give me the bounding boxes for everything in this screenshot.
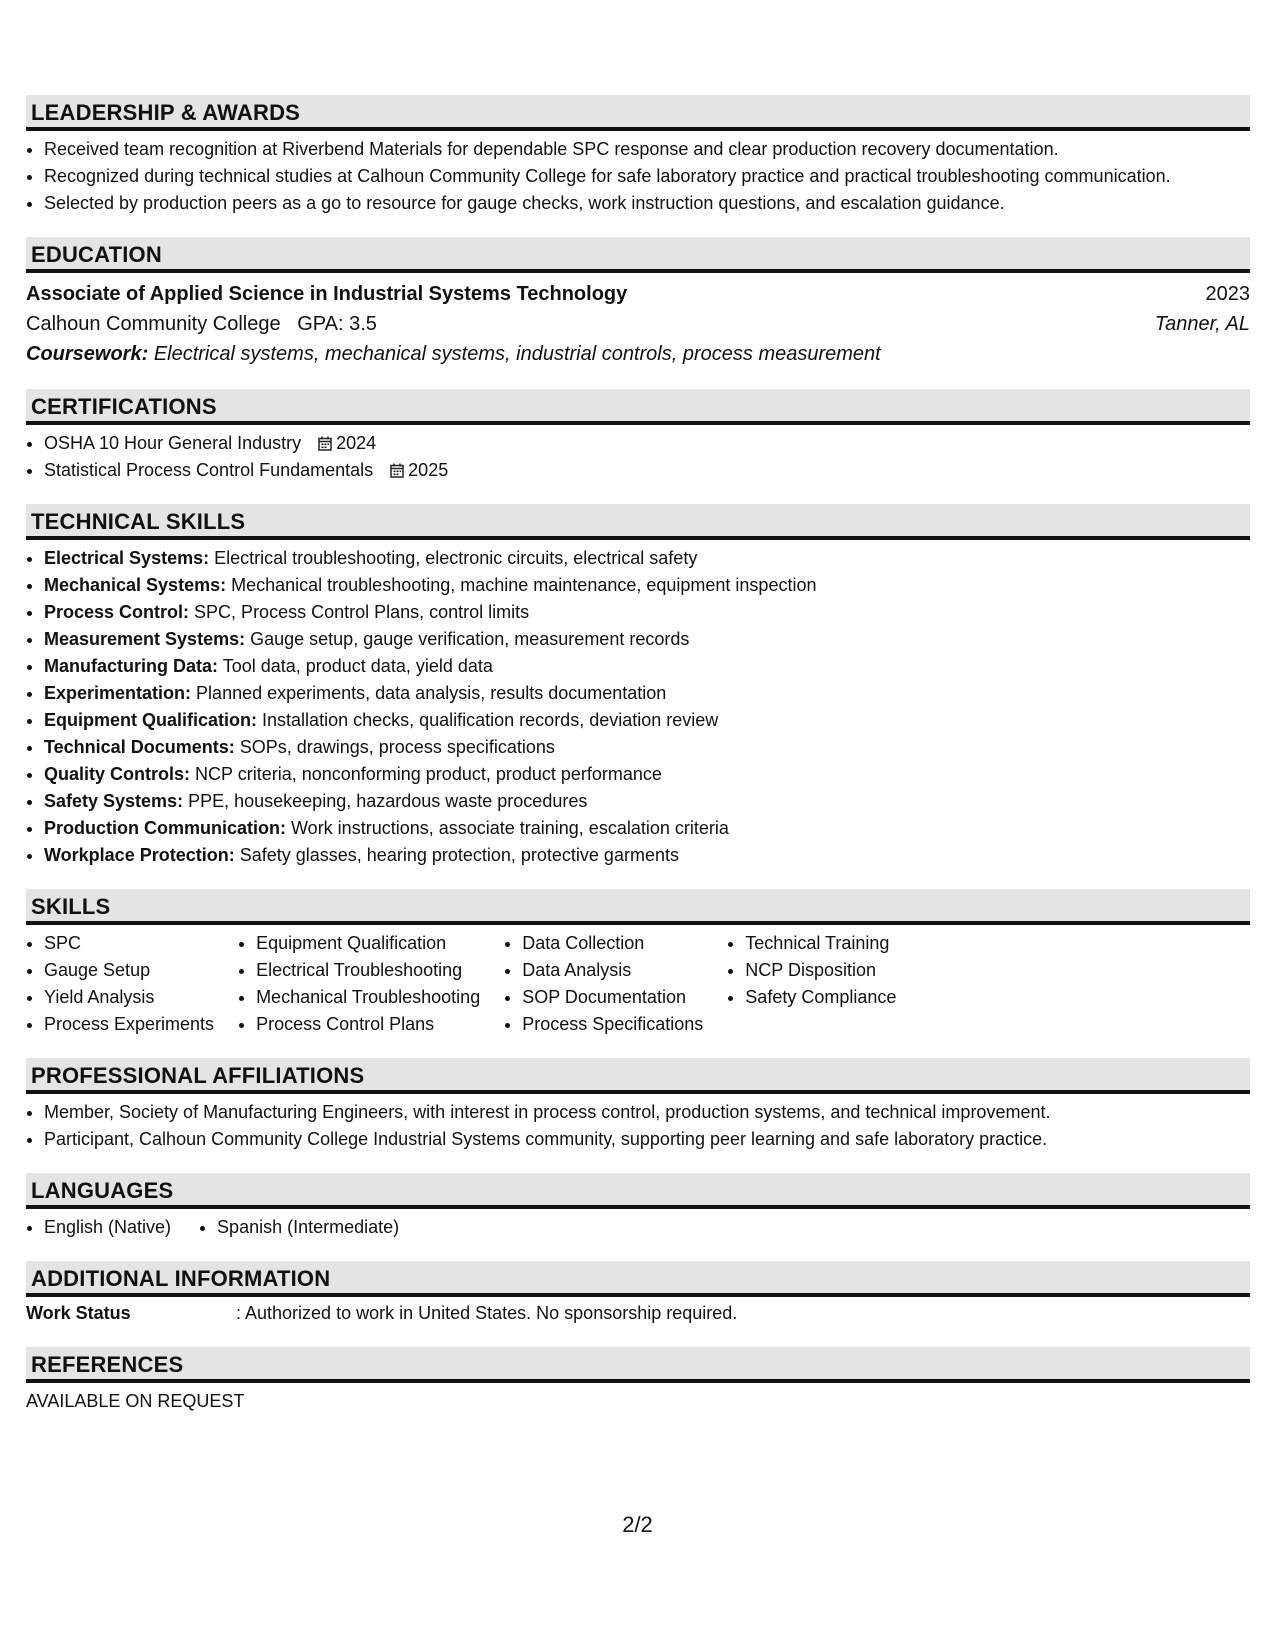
- list-item: • Safety Compliance: [745, 984, 896, 1011]
- section-skills: [26, 889, 1250, 1038]
- section-heading: LEADERSHIP & AWARDS: [26, 95, 1250, 131]
- list-item: • Data Analysis: [522, 957, 703, 984]
- list-item: • Yield Analysis: [44, 984, 214, 1011]
- languages-list: [26, 1209, 1250, 1241]
- list-item: [44, 707, 1250, 734]
- skill-text: PPE, housekeeping, hazardous waste procedures: [188, 791, 588, 811]
- list-item: [44, 653, 1250, 680]
- section-languages: [26, 1173, 1250, 1241]
- list-item: • Process Control Plans: [256, 1011, 480, 1038]
- list-item: [44, 457, 1250, 484]
- skill-label: Manufacturing Data:: [44, 656, 219, 676]
- section-heading: TECHNICAL SKILLS: [26, 504, 1250, 540]
- list-item: • Technical Training: [745, 930, 896, 957]
- calendar-icon: [318, 436, 332, 451]
- coursework-label: Coursework:: [26, 343, 149, 365]
- list-item: • Process Specifications: [522, 1011, 703, 1038]
- cert-year: 2025: [408, 460, 449, 480]
- list-item: • Electrical Troubleshooting: [256, 957, 480, 984]
- skill-text: Electrical troubleshooting, electronic circuits, electrical safety: [214, 548, 698, 568]
- calendar-icon: [390, 463, 404, 478]
- skill-label: Mechanical Systems:: [44, 575, 227, 595]
- section-certifications: [26, 389, 1250, 484]
- list-item: [44, 545, 1250, 572]
- skill-text: SPC, Process Control Plans, control limits: [194, 602, 530, 622]
- section-references: [26, 1347, 1250, 1415]
- section-affiliations: [26, 1058, 1250, 1153]
- skill-label: Process Control:: [44, 602, 190, 622]
- section-technical-skills: [26, 504, 1250, 869]
- technical-skills-list: [26, 540, 1250, 869]
- list-item: • NCP Disposition: [745, 957, 896, 984]
- skill-label: Quality Controls:: [44, 764, 191, 784]
- skill-label: Experimentation:: [44, 683, 192, 703]
- gpa: GPA: 3.5: [297, 313, 377, 335]
- skill-label: Equipment Qualification:: [44, 710, 258, 730]
- skill-text: Work instructions, associate training, escalation criteria: [291, 818, 729, 838]
- school-name: Calhoun Community College: [26, 313, 281, 335]
- list-item: [44, 734, 1250, 761]
- cert-name: Statistical Process Control Fundamentals: [44, 460, 374, 480]
- list-item: • Data Collection: [522, 930, 703, 957]
- list-item: • Member, Society of Manufacturing Engineers, with interest in process control, production systems, and technical improvement.: [44, 1099, 1250, 1126]
- list-item: • Recognized during technical studies at Calhoun Community College for safe laboratory practice and practical troubleshooting communication.: [44, 163, 1250, 190]
- section-education: [26, 237, 1250, 369]
- section-heading: LANGUAGES: [26, 1173, 1250, 1209]
- list-item: • Received team recognition at Riverbend Materials for dependable SPC response and clear production recovery documentation.: [44, 136, 1250, 163]
- skill-label: Production Communication:: [44, 818, 286, 838]
- skills-grid: [26, 925, 1250, 1038]
- list-item: • Gauge Setup: [44, 957, 214, 984]
- degree-title: Associate of Applied Science in Industrial Systems Technology: [26, 283, 628, 305]
- skill-text: Mechanical troubleshooting, machine maintenance, equipment inspection: [231, 575, 817, 595]
- skill-text: Gauge setup, gauge verification, measurement records: [250, 629, 690, 649]
- list-item: [44, 430, 1250, 457]
- skill-label: Electrical Systems:: [44, 548, 210, 568]
- section-heading: EDUCATION: [26, 237, 1250, 273]
- skill-text: Planned experiments, data analysis, results documentation: [196, 683, 667, 703]
- cert-name: OSHA 10 Hour General Industry: [44, 433, 302, 453]
- list-item: [44, 599, 1250, 626]
- info-key: Work Status: [26, 1303, 131, 1323]
- section-additional-info: [26, 1261, 1250, 1327]
- references-text: AVAILABLE ON REQUEST: [26, 1391, 245, 1411]
- skill-label: Safety Systems:: [44, 791, 184, 811]
- skill-text: Installation checks, qualification records, deviation review: [262, 710, 719, 730]
- coursework-text: Electrical systems, mechanical systems, industrial controls, process measurement: [153, 343, 881, 365]
- affiliations-list: [26, 1094, 1250, 1153]
- page-number: 2/2: [622, 1512, 653, 1537]
- certifications-list: [26, 425, 1250, 484]
- list-item: • SOP Documentation: [522, 984, 703, 1011]
- list-item: • Process Experiments: [44, 1011, 214, 1038]
- skills-column: [727, 930, 896, 1038]
- resume-page: [26, 95, 1250, 1435]
- info-value: : Authorized to work in United States. No sponsorship required.: [236, 1303, 738, 1323]
- skills-column: [26, 930, 214, 1038]
- skill-text: Tool data, product data, yield data: [222, 656, 493, 676]
- section-heading: CERTIFICATIONS: [26, 389, 1250, 425]
- skill-label: Measurement Systems:: [44, 629, 246, 649]
- school-location: Tanner, AL: [1154, 313, 1250, 335]
- cert-year: 2024: [336, 433, 377, 453]
- skill-label: Technical Documents:: [44, 737, 235, 757]
- section-heading: ADDITIONAL INFORMATION: [26, 1261, 1250, 1297]
- skills-column: [238, 930, 480, 1038]
- skill-text: SOPs, drawings, process specifications: [239, 737, 555, 757]
- section-heading: REFERENCES: [26, 1347, 1250, 1383]
- list-item: [44, 572, 1250, 599]
- list-item: [44, 626, 1250, 653]
- list-item: • Selected by production peers as a go to resource for gauge checks, work instruction questions, and escalation guidance.: [44, 190, 1250, 217]
- skills-column: [504, 930, 703, 1038]
- list-item: [44, 761, 1250, 788]
- list-item: [44, 842, 1250, 869]
- section-heading: SKILLS: [26, 889, 1250, 925]
- list-item: [44, 815, 1250, 842]
- list-item: • Mechanical Troubleshooting: [256, 984, 480, 1011]
- graduation-year: 2023: [1205, 283, 1250, 305]
- list-item: • Equipment Qualification: [256, 930, 480, 957]
- section-heading: PROFESSIONAL AFFILIATIONS: [26, 1058, 1250, 1094]
- list-item: [44, 680, 1250, 707]
- list-item: [44, 788, 1250, 815]
- list-item: • SPC: [44, 930, 214, 957]
- skill-label: Workplace Protection:: [44, 845, 235, 865]
- skill-text: NCP criteria, nonconforming product, product performance: [195, 764, 662, 784]
- section-leadership: [26, 95, 1250, 217]
- list-item: • English (Native): [44, 1214, 171, 1241]
- list-item: • Spanish (Intermediate): [217, 1214, 399, 1241]
- list-item: • Participant, Calhoun Community College Industrial Systems community, supporting peer learning and safe laboratory practice.: [44, 1126, 1250, 1153]
- skill-text: Safety glasses, hearing protection, protective garments: [239, 845, 679, 865]
- leadership-list: [26, 131, 1250, 217]
